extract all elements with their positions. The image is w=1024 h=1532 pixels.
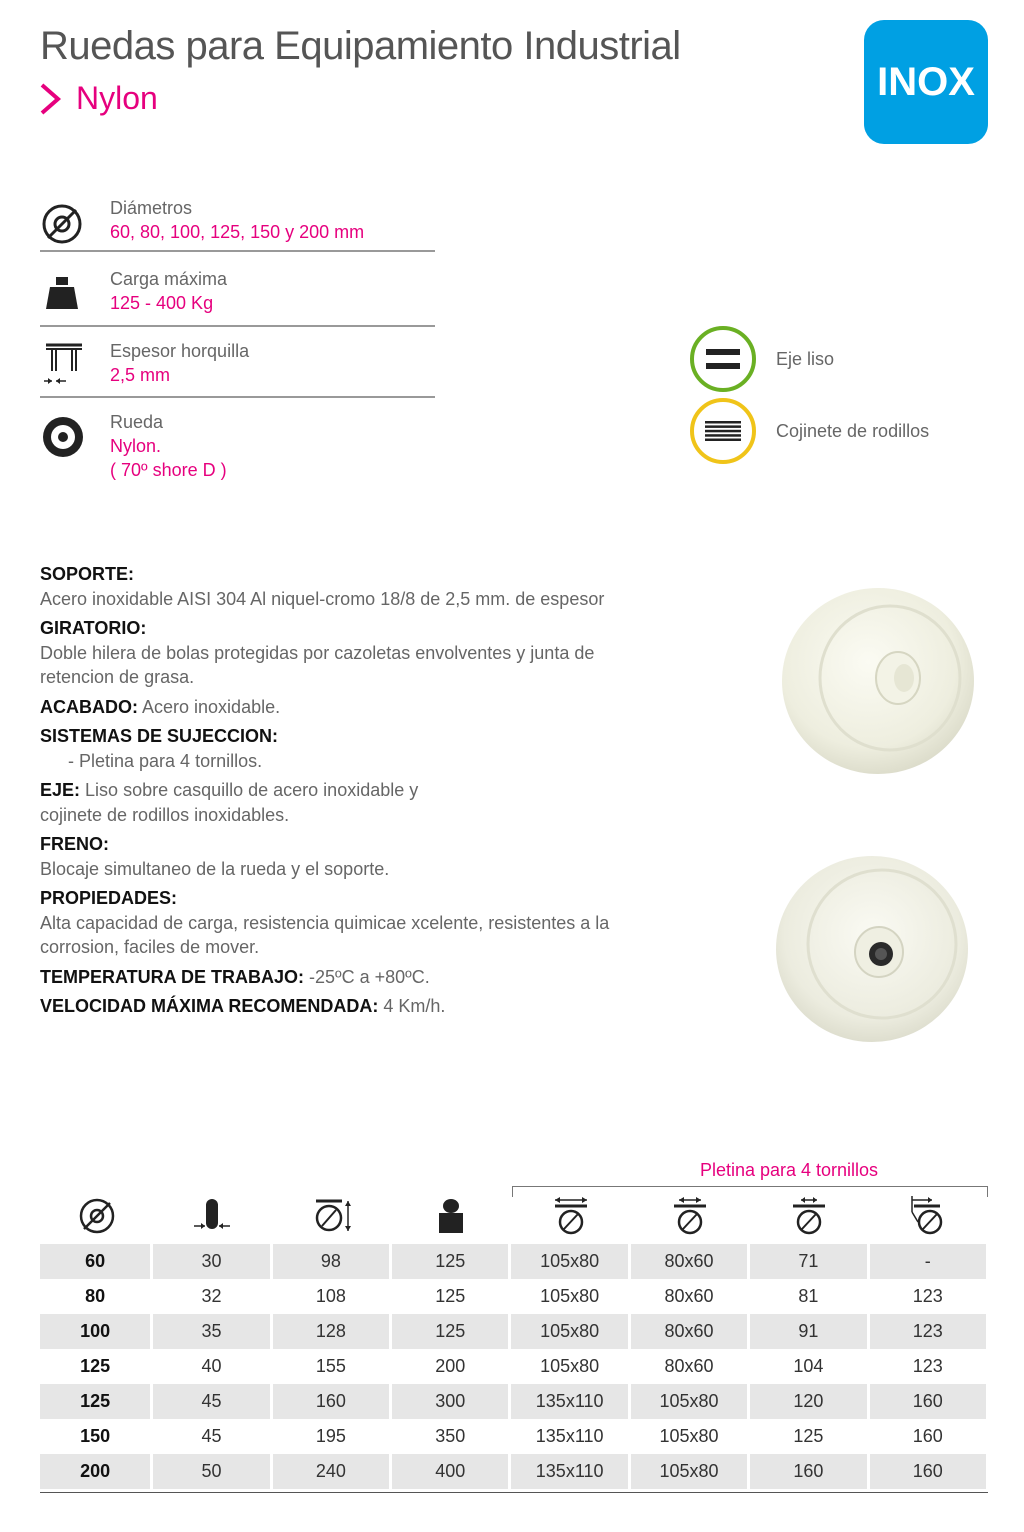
table-cell: 105x80 (540, 1286, 600, 1306)
table-cell-diameter: 125 (80, 1356, 111, 1376)
divider (40, 325, 435, 327)
table-cell: 105x80 (511, 1314, 627, 1349)
load-icon (431, 1196, 471, 1236)
temperatura-text: -25ºC a +80ºC. (309, 966, 430, 987)
velocidad-text: 4 Km/h. (383, 996, 446, 1016)
table-cell: 200 (435, 1356, 466, 1376)
table-cell: 240 (273, 1454, 389, 1489)
table-cell: 160 (870, 1384, 986, 1419)
offset-icon (789, 1196, 829, 1236)
wheel-width-icon (192, 1196, 232, 1236)
spec-wheel (40, 410, 435, 490)
table-cell: 45 (201, 1426, 222, 1446)
table-row (40, 1454, 986, 1489)
table-cell: 160 (750, 1454, 866, 1489)
diameter-icon (77, 1196, 117, 1236)
spec-value: 60, 80, 100, 125, 150 y 200 mm (110, 222, 365, 242)
table-cell: 104 (793, 1356, 824, 1376)
diameter-icon (40, 202, 84, 246)
table-cell-diameter: 150 (80, 1426, 111, 1446)
table-cell-diameter: 200 (40, 1454, 150, 1489)
swivel-radius-icon (908, 1196, 948, 1236)
total-height-icon (312, 1196, 352, 1236)
table-cell: 125 (793, 1426, 824, 1446)
spec-diameter (40, 196, 435, 256)
dimensions-table (37, 1244, 989, 1489)
table-cell: 350 (435, 1426, 466, 1446)
acabado-heading: ACABADO: (40, 696, 138, 717)
wheel-icon (40, 414, 86, 460)
table-cell: 80x60 (664, 1286, 714, 1306)
spec-value: 125 - 400 Kg (110, 293, 214, 313)
table-cell: 155 (315, 1356, 346, 1376)
spec-label: Rueda (110, 412, 164, 432)
wheel-photo-roller-bearing (774, 854, 970, 1044)
table-cell: 125 (435, 1286, 466, 1306)
table-cell: 160 (912, 1426, 943, 1446)
table-row (40, 1244, 986, 1279)
table-cell: 80x60 (664, 1356, 714, 1376)
legend-label: Eje liso (776, 348, 835, 369)
table-cell: 135x110 (511, 1384, 627, 1419)
weight-icon (40, 271, 84, 315)
table-cell: 125 (392, 1314, 508, 1349)
roller-bearing-icon (690, 398, 756, 464)
propiedades-heading: PROPIEDADES: (40, 888, 178, 908)
table-cell: 123 (912, 1286, 943, 1306)
spec-value-detail: ( 70º shore D ) (110, 460, 227, 480)
table-cell: 71 (750, 1244, 866, 1279)
hole-spacing-icon (670, 1196, 710, 1236)
table-cell: 32 (201, 1286, 222, 1306)
table-cell: 125 (392, 1244, 508, 1279)
inox-badge: INOX (864, 20, 988, 144)
table-cell: 105x80 (631, 1384, 747, 1419)
freno-text: Blocaje simultaneo de la rueda y el soporte. (40, 858, 390, 879)
table-row (40, 1279, 986, 1314)
spec-label: Carga máxima (110, 269, 228, 289)
subtitle-row (38, 80, 158, 117)
table-cell: 30 (153, 1244, 269, 1279)
table-cell: 135x110 (535, 1426, 604, 1446)
table-bottom-rule (40, 1492, 988, 1493)
table-cell: 160 (273, 1384, 389, 1419)
propiedades-text: Alta capacidad de carga, resistencia quimicae xcelente, resistentes a la corrosion, faciles de mover. (40, 912, 610, 957)
page-subtitle: Nylon (76, 80, 158, 116)
wheel-photo-plain-axle (780, 586, 976, 776)
acabado-text: Acero inoxidable. (142, 696, 281, 717)
table-cell: 108 (315, 1286, 346, 1306)
divider (40, 250, 435, 252)
temperatura-heading: TEMPERATURA DE TRABAJO: (40, 966, 304, 987)
table-cell: 105x80 (631, 1454, 747, 1489)
table-cell-diameter: 125 (40, 1384, 150, 1419)
spec-value: 2,5 mm (110, 365, 171, 385)
table-cell: 50 (153, 1454, 269, 1489)
product-description (40, 562, 700, 1024)
table-cell: 195 (315, 1426, 346, 1446)
table-cell: 35 (153, 1314, 269, 1349)
table-cell: 98 (273, 1244, 389, 1279)
table-cell-diameter: 80 (85, 1286, 106, 1306)
fork-thickness-icon (40, 341, 88, 389)
spec-max-load (40, 267, 435, 327)
spec-label: Diámetros (110, 198, 193, 218)
table-cell: 400 (392, 1454, 508, 1489)
plate-size-icon (551, 1196, 591, 1236)
table-row (40, 1419, 986, 1454)
table-cell: 135x110 (511, 1454, 627, 1489)
spec-value: Nylon. (110, 436, 162, 456)
table-cell: 105x80 (540, 1356, 600, 1376)
table-cell: 300 (392, 1384, 508, 1419)
page-title: Ruedas para Equipamiento Industrial (40, 24, 681, 68)
table-cell: 80x60 (631, 1244, 747, 1279)
giratorio-heading: GIRATORIO: (40, 618, 147, 638)
soporte-heading: SOPORTE: (40, 564, 135, 584)
pletina-group-label: Pletina para 4 tornillos (699, 1160, 879, 1180)
table-cell: 160 (870, 1454, 986, 1489)
table-cell: 120 (750, 1384, 866, 1419)
table-cell: 91 (750, 1314, 866, 1349)
chevron-right-icon (38, 82, 62, 116)
eje-text: Liso sobre casquillo de acero inoxidable y cojinete de rodillos inoxidables. (40, 780, 419, 825)
table-row (40, 1314, 986, 1349)
table-cell: 105x80 (511, 1244, 627, 1279)
table-cell: 40 (201, 1356, 222, 1376)
table-cell: 80x60 (631, 1314, 747, 1349)
spec-label: Espesor horquilla (110, 341, 250, 361)
table-cell: 105x80 (659, 1426, 719, 1446)
freno-heading: FRENO: (40, 834, 109, 854)
legend-label: Cojinete de rodillos (776, 420, 930, 441)
sistemas-heading: SISTEMAS DE SUJECCION: (40, 726, 279, 746)
velocidad-heading: VELOCIDAD MÁXIMA RECOMENDADA: (40, 996, 379, 1016)
table-cell-diameter: 100 (40, 1314, 150, 1349)
table-cell: 123 (912, 1356, 943, 1376)
table-row (40, 1384, 986, 1419)
soporte-text: Acero inoxidable AISI 304 Al niquel-cromo 18/8 de 2,5 mm. de espesor (40, 588, 605, 609)
legend-roller-bearing (690, 398, 929, 464)
sistemas-text: - Pletina para 4 tornillos. (68, 750, 263, 771)
table-cell: 123 (870, 1314, 986, 1349)
table-row (40, 1349, 986, 1384)
table-cell: - (870, 1244, 986, 1279)
legend-plain-axle (690, 326, 834, 392)
giratorio-text: Doble hilera de bolas protegidas por cazoletas envolventes y junta de retencion de grasa. (40, 642, 595, 687)
divider (40, 396, 435, 398)
spec-fork-thickness (40, 339, 435, 399)
table-cell: 128 (273, 1314, 389, 1349)
plain-axle-icon (690, 326, 756, 392)
table-cell: 45 (153, 1384, 269, 1419)
eje-heading: EJE: (40, 780, 81, 800)
table-cell: 81 (798, 1286, 819, 1306)
table-cell-diameter: 60 (40, 1244, 150, 1279)
